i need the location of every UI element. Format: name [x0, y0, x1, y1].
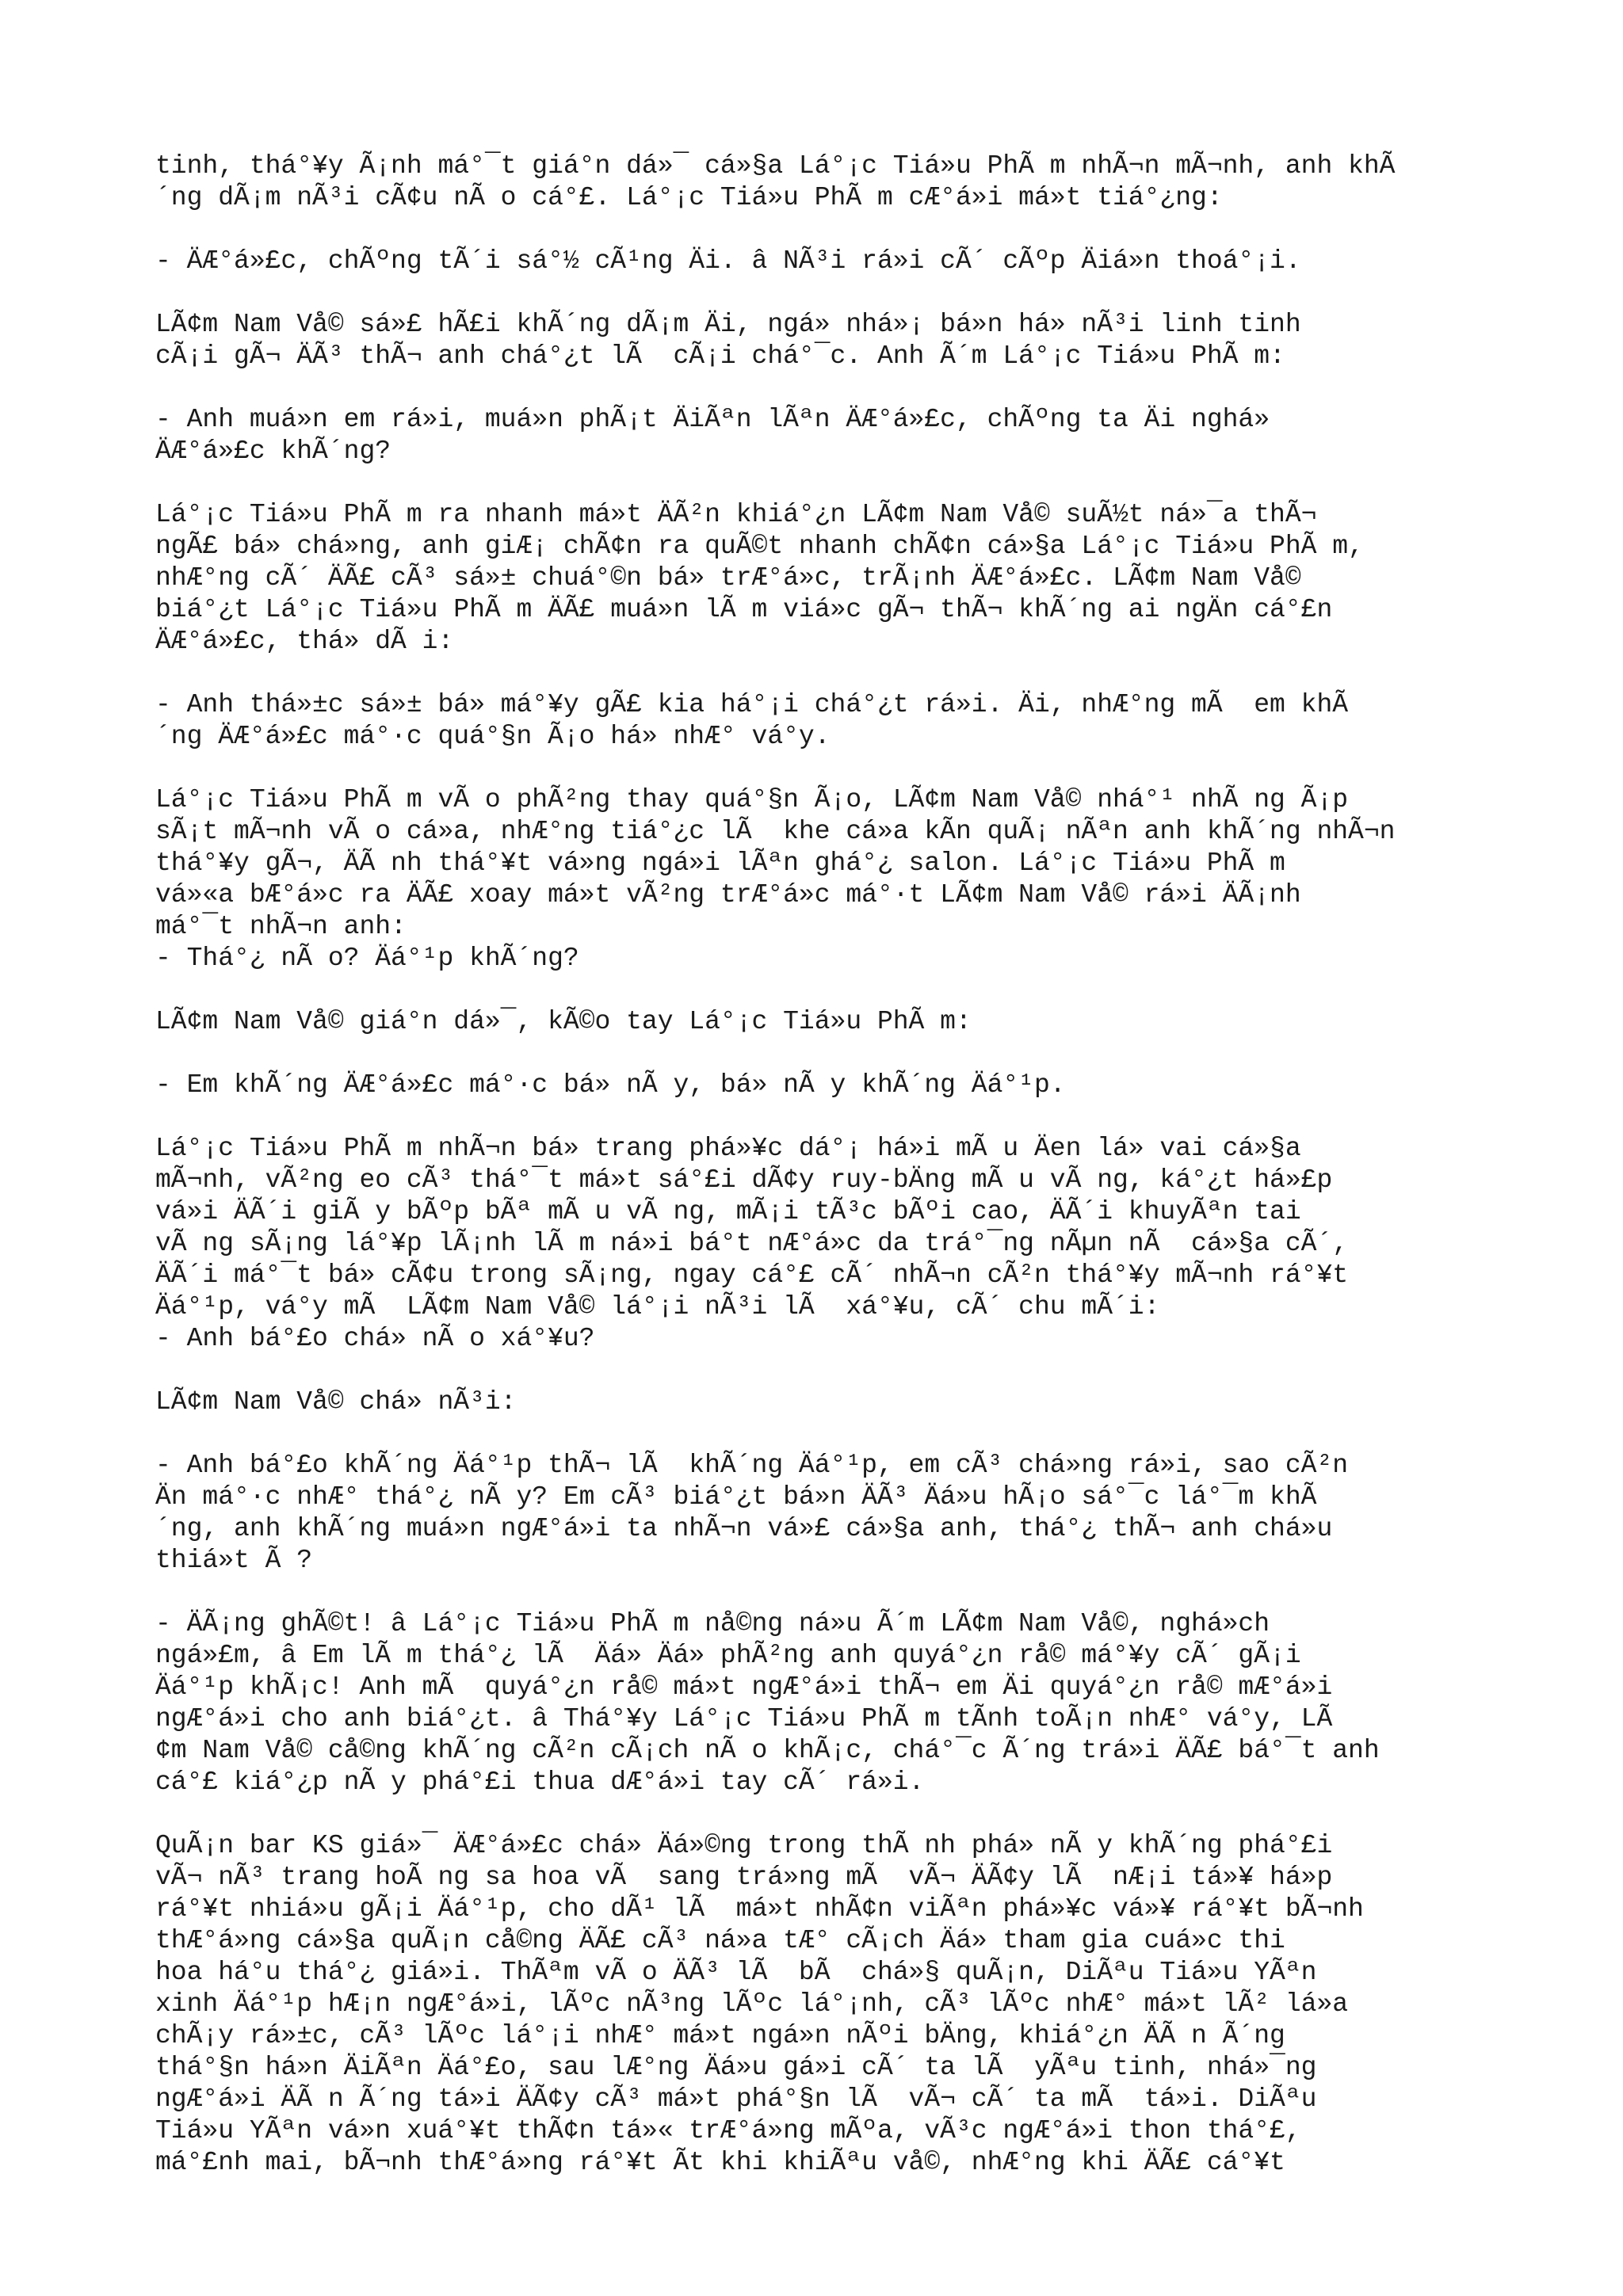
text-line: - Anh muá»n em rá»i, muá»n phÃ¡t ÄiÃªn lÃªn ÄÆ°á»£c, chÃºng ta Äi nghá»	[155, 405, 1270, 434]
text-line: - ÄÃ¡ng ghÃ©t! â Lá°¡c Tiá»u PhÃ m nå©ng ná»u Ã´m LÃ¢m Nam Vå©, nghá»ch	[155, 1609, 1270, 1638]
paragraph	[155, 1070, 1487, 1101]
text-line: ngÆ°á»i cho anh biá°¿t. â Thá°¥y Lá°¡c Tiá»u PhÃ m tÃnh toÃ¡n nhÆ° vá°y, LÃ	[155, 1704, 1333, 1733]
text-line: cÃ¡i gÃ¬ ÄÃ³ thÃ¬ anh chá°¿t lÃ cÃ¡i chá°¯c. Anh Ã´m Lá°¡c Tiá»u PhÃ m:	[155, 341, 1285, 371]
text-line: - Anh bá°£o chá» nÃ o xá°¥u?	[155, 1324, 595, 1353]
text-line: má°¯t nhÃ¬n anh:	[155, 912, 407, 941]
text-line: Äá°¹p khÃ¡c! Anh mÃ quyá°¿n rå© má»t ngÆ°á»i thÃ¬ em Äi quyá°¿n rå© mÆ°á»i	[155, 1672, 1333, 1702]
paragraph	[155, 246, 1487, 277]
text-line: thá°¥y gÃ¬, ÄÃ nh thá°¥t vá»ng ngá»i lÃªn ghá°¿ salon. Lá°¡c Tiá»u PhÃ m	[155, 849, 1285, 878]
paragraph	[155, 1450, 1487, 1577]
text-line: ¢m Nam Vå© cå©ng khÃ´ng cÃ²n cÃ¡ch nÃ o khÃ¡c, chá°¯c Ã´ng trá»i ÄÃ£ bá°¯t anh	[155, 1736, 1380, 1765]
text-line: vá»«a bÆ°á»c ra ÄÃ£ xoay má»t vÃ²ng trÆ°á»c má°·t LÃ¢m Nam Vå© rá»i ÄÃ¡nh	[155, 880, 1301, 910]
text-line: QuÃ¡n bar KS giá»¯ ÄÆ°á»£c chá» Äá»©ng trong thÃ nh phá» nÃ y khÃ´ng phá°£i	[155, 1831, 1333, 1860]
text-line: mÃ¬nh, vÃ²ng eo cÃ³ thá°¯t má»t sá°£i dÃ¢y ruy-bÄng mÃ u vÃ ng, ká°¿t há»£p	[155, 1165, 1333, 1195]
text-line: thÆ°á»ng cá»§a quÃ¡n cå©ng ÄÃ£ cÃ³ ná»a tÆ° cÃ¡ch Äá» tham gia cuá»c thi	[155, 1926, 1285, 1955]
text-line: thiá»t Ã ?	[155, 1546, 313, 1575]
text-line: - Thá°¿ nÃ o? Äá°¹p khÃ´ng?	[155, 944, 579, 973]
text-line: Än má°·c nhÆ° thá°¿ nÃ y? Em cÃ³ biá°¿t bá»n ÄÃ³ Äá»u hÃ¡o sá°¯c lá°¯m khÃ	[155, 1482, 1317, 1512]
text-line: hoa há°u thá°¿ giá»i. ThÃªm vÃ o ÄÃ³ lÃ bÃ chá»§ quÃ¡n, DiÃªu Tiá»u YÃªn	[155, 1958, 1317, 1987]
text-line: Tiá»u YÃªn vá»n xuá°¥t thÃ¢n tá»« trÆ°á»ng mÃºa, vÃ³c ngÆ°á»i thon thá°£,	[155, 2116, 1301, 2145]
text-line: tinh, thá°¥y Ã¡nh má°¯t giá°n dá»¯ cá»§a Lá°¡c Tiá»u PhÃ m nhÃ¬n mÃ¬nh, anh khÃ	[155, 151, 1396, 181]
text-line: vÃ ng sÃ¡ng lá°¥p lÃ¡nh lÃ m ná»i bá°t nÆ°á»c da trá°¯ng nÃµn nÃ cá»§a cÃ´,	[155, 1229, 1349, 1258]
text-line: Lá°¡c Tiá»u PhÃ m ra nhanh má»t ÄÃ²n khiá°¿n LÃ¢m Nam Vå© suÃ½t ná»¯a thÃ¬	[155, 500, 1317, 529]
paragraph	[155, 1608, 1487, 1798]
paragraph	[155, 499, 1487, 658]
text-line: vÃ¬ nÃ³ trang hoÃ ng sa hoa vÃ sang trá»ng mÃ vÃ¬ ÄÃ¢y lÃ nÆ¡i tá»¥ há»p	[155, 1863, 1333, 1892]
text-line: nhÆ°ng cÃ´ ÄÃ£ cÃ³ sá»± chuá°©n bá» trÆ°á»c, trÃ¡nh ÄÆ°á»£c. LÃ¢m Nam Vå©	[155, 563, 1301, 593]
paragraph	[155, 1386, 1487, 1418]
paragraph	[155, 1830, 1487, 2179]
paragraph	[155, 1133, 1487, 1355]
text-line: biá°¿t Lá°¡c Tiá»u PhÃ m ÄÃ£ muá»n lÃ m viá»c gÃ¬ thÃ¬ khÃ´ng ai ngÄn cá°£n	[155, 595, 1333, 624]
text-line: cá°£ kiá°¿p nÃ y phá°£i thua dÆ°á»i tay cÃ´ rá»i.	[155, 1768, 925, 1797]
text-line: ngÆ°á»i ÄÃ n Ã´ng tá»i ÄÃ¢y cÃ³ má»t phá°§n lÃ vÃ¬ cÃ´ ta mÃ tá»i. DiÃªu	[155, 2084, 1317, 2114]
text-line: Lá°¡c Tiá»u PhÃ m nhÃ¬n bá» trang phá»¥c dá°¡ há»i mÃ u Äen lá» vai cá»§a	[155, 1134, 1301, 1163]
text-line: - Em khÃ´ng ÄÆ°á»£c má°·c bá» nÃ y, bá» nÃ y khÃ´ng Äá°¹p.	[155, 1070, 1066, 1100]
text-line: ´ng, anh khÃ´ng muá»n ngÆ°á»i ta nhÃ¬n vá»£ cá»§a anh, thá°¿ thÃ¬ anh chá»u	[155, 1514, 1333, 1543]
paragraph	[155, 309, 1487, 372]
text-line: ÄÆ°á»£c, thá» dÃ i:	[155, 627, 454, 656]
text-line: xinh Äá°¹p hÆ¡n ngÆ°á»i, lÃºc nÃ³ng lÃºc lá°¡nh, cÃ³ lÃºc nhÆ° má»t lÃ² lá»a	[155, 1989, 1349, 2019]
paragraph	[155, 689, 1487, 753]
text-line: Äá°¹p, vá°y mÃ LÃ¢m Nam Vå© lá°¡i nÃ³i lÃ xá°¥u, cÃ´ chu mÃ´i:	[155, 1292, 1160, 1322]
text-line: LÃ¢m Nam Vå© sá»£ hÃ£i khÃ´ng dÃ¡m Äi, ngá» nhá»¡ bá»n há» nÃ³i linh tinh	[155, 310, 1301, 339]
text-line: ´ng ÄÆ°á»£c má°·c quá°§n Ã¡o há» nhÆ° vá°y.	[155, 722, 831, 751]
text-line: ÄÃ´i má°¯t bá» cÃ¢u trong sÃ¡ng, ngay cá°£ cÃ´ nhÃ¬n cÃ²n thá°¥y mÃ¬nh rá°¥t	[155, 1261, 1349, 1290]
text-line: sÃ¡t mÃ¬nh vÃ o cá»a, nhÆ°ng tiá°¿c lÃ khe cá»a kÃn quÃ¡ nÃªn anh khÃ´ng nhÃ¬n	[155, 817, 1396, 846]
text-line: chÃ¡y rá»±c, cÃ³ lÃºc lá°¡i nhÆ° má»t ngá»n nÃºi bÄng, khiá°¿n ÄÃ n Ã´ng	[155, 2021, 1285, 2050]
text-line: má°£nh mai, bÃ¬nh thÆ°á»ng rá°¥t Ãt khi khiÃªu vå©, nhÆ°ng khi ÄÃ£ cá°¥t	[155, 2148, 1285, 2177]
text-line: - Anh bá°£o khÃ´ng Äá°¹p thÃ¬ lÃ khÃ´ng Äá°¹p, em cÃ³ chá»ng rá»i, sao cÃ²n	[155, 1451, 1349, 1480]
text-line: rá°¥t nhiá»u gÃ¡i Äá°¹p, cho dÃ¹ lÃ má»t nhÃ¢n viÃªn phá»¥c vá»¥ rá°¥t bÃ¬nh	[155, 1894, 1364, 1924]
text-line: - ÄÆ°á»£c, chÃºng tÃ´i sá°½ cÃ¹ng Äi. â NÃ³i rá»i cÃ´ cÃºp Äiá»n thoá°¡i.	[155, 246, 1301, 276]
text-line: LÃ¢m Nam Vå© giá°n dá»¯, kÃ©o tay Lá°¡c Tiá»u PhÃ m:	[155, 1007, 972, 1036]
paragraph	[155, 404, 1487, 467]
text-line: ÄÆ°á»£c khÃ´ng?	[155, 437, 391, 466]
text-line: ´ng dÃ¡m nÃ³i cÃ¢u nÃ o cá°£. Lá°¡c Tiá»u PhÃ m cÆ°á»i má»t tiá°¿ng:	[155, 183, 1223, 212]
document-body	[155, 151, 1487, 2210]
text-line: ngÃ£ bá» chá»ng, anh giÆ¡ chÃ¢n ra quÃ©t nhanh chÃ¢n cá»§a Lá°¡c Tiá»u PhÃ m,	[155, 532, 1364, 561]
paragraph	[155, 1006, 1487, 1038]
text-line: - Anh thá»±c sá»± bá» má°¥y gÃ£ kia há°¡i chá°¿t rá»i. Äi, nhÆ°ng mÃ em khÃ	[155, 690, 1349, 719]
paragraph	[155, 784, 1487, 974]
paragraph	[155, 151, 1487, 214]
text-line: Lá°¡c Tiá»u PhÃ m vÃ o phÃ²ng thay quá°§n Ã¡o, LÃ¢m Nam Vå© nhá°¹ nhÃ ng Ã¡p	[155, 785, 1349, 814]
text-line: LÃ¢m Nam Vå© chá» nÃ³i:	[155, 1387, 517, 1417]
text-line: ngá»£m, â Em lÃ m thá°¿ lÃ Äá» Äá» phÃ²ng anh quyá°¿n rå© má°¥y cÃ´ gÃ¡i	[155, 1641, 1301, 1670]
text-line: thá°§n há»n ÄiÃªn Äá°£o, sau lÆ°ng Äá»u gá»i cÃ´ ta lÃ yÃªu tinh, nhá»¯ng	[155, 2053, 1317, 2082]
text-line: vá»i ÄÃ´i giÃ y bÃºp bÃª mÃ u vÃ ng, mÃ¡i tÃ³c bÃºi cao, ÄÃ´i khuyÃªn tai	[155, 1197, 1301, 1226]
